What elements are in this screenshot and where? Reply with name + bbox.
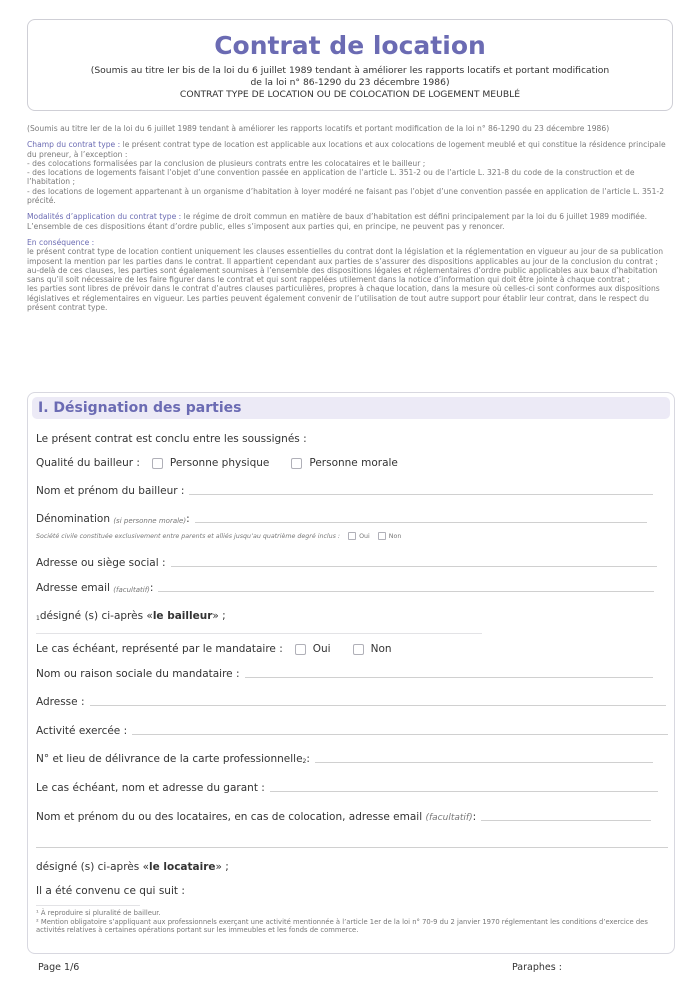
footnote-1: ¹ À reproduire si pluralité de bailleur. xyxy=(36,909,161,917)
footnote-separator xyxy=(36,905,140,906)
adresse-mandataire-row: Adresse : xyxy=(36,696,666,708)
document-subtitle: (Soumis au titre Ier bis de la loi du 6 juillet 1989 tendant à améliorer les rapports locatifs et portant modification de la loi n° 86-1290 du 23 décembre 1986) xyxy=(90,65,610,88)
sci-oui-checkbox[interactable] xyxy=(348,532,356,540)
activite-field[interactable] xyxy=(132,733,668,735)
adresse-email-field[interactable] xyxy=(158,590,654,592)
carte-pro-field[interactable] xyxy=(315,761,653,763)
denomination-row: Dénomination (si personne morale) : xyxy=(36,513,647,525)
nom-bailleur-row: Nom et prénom du bailleur : xyxy=(36,485,653,497)
locataires-field-line2[interactable] xyxy=(36,847,668,848)
mandataire-non-checkbox[interactable] xyxy=(353,644,364,655)
adresse-email-row: Adresse email (facultatif) : xyxy=(36,582,654,594)
mandataire-oui-checkbox[interactable] xyxy=(295,644,306,655)
parties-section xyxy=(27,392,675,954)
designe-bailleur-row: 1 désigné (s) ci-après « le bailleur » ; xyxy=(36,610,226,622)
document-title: Contrat de location xyxy=(214,31,486,60)
page-number: Page 1/6 xyxy=(38,962,80,973)
personne-physique-checkbox[interactable] xyxy=(152,458,163,469)
separator-line xyxy=(36,633,482,634)
section-header xyxy=(32,397,670,419)
section-title: I. Désignation des parties xyxy=(38,400,242,416)
intro-legal-reference: (Soumis au titre Ier de la loi du 6 juillet 1989 tendant à améliorer les rapports locatifs et portant modification de la loi n° 86-1290 du 23 décembre 1986) xyxy=(27,124,610,133)
footnotes xyxy=(36,909,664,935)
nom-mandataire-row: Nom ou raison sociale du mandataire : xyxy=(36,668,653,680)
designe-locataire-row: désigné (s) ci-après « le locataire » ; xyxy=(36,861,229,873)
locataires-row: Nom et prénom du ou des locataires, en cas de colocation, adresse email (facultatif) : xyxy=(36,811,651,823)
mandataire-row: Le cas échéant, représenté par le mandataire : Oui Non xyxy=(36,643,392,655)
adresse-mandataire-field[interactable] xyxy=(90,704,666,706)
nom-bailleur-field[interactable] xyxy=(189,493,653,495)
carte-pro-row: N° et lieu de délivrance de la carte professionnelle $_2$ : xyxy=(36,753,653,765)
garant-row: Le cas échéant, nom et adresse du garant : xyxy=(36,782,658,794)
sci-non-checkbox[interactable] xyxy=(378,532,386,540)
header-box xyxy=(27,19,673,111)
paraphes-label: Paraphes : xyxy=(512,962,562,973)
personne-morale-checkbox[interactable] xyxy=(291,458,302,469)
locataires-field[interactable] xyxy=(481,819,651,821)
intro-text xyxy=(27,124,673,319)
nom-mandataire-field[interactable] xyxy=(245,676,653,678)
footnote-2: ² Mention obligatoire s’appliquant aux professionnels exerçant une activité mentionnée à l’article 1er de la loi n° 70-9 du 2 janvier 1970 réglementant les conditions d’exercice des activités relatives à certaines opérations portant sur les immeubles et les fonds de commerce. xyxy=(36,917,648,934)
sci-row: Société civile constituée exclusivement entre parents et alliés jusqu’au quatrième degré inclus : Oui Non xyxy=(36,532,402,540)
qualite-bailleur-row: Qualité du bailleur : Personne physique Personne morale xyxy=(36,457,398,469)
activite-row: Activité exercée : xyxy=(36,725,668,737)
adresse-siege-row: Adresse ou siège social : xyxy=(36,557,657,569)
intro-consequence: En conséquence : le présent contrat type de location contient uniquement les clauses essentielles du contrat dont la législation et la réglementation en vigueur au jour de sa publication imposent la mention par les parties dans le contrat. Il appartient cependant aux parties de s’assurer des dispositions applicables au jour de la conclusion du contrat ; au-delà de ces clauses, les parties sont également soumises à l’ensemble des dispositions légales et réglementaires d’ordre public applicables aux baux d’habitation sans qu’il soit nécessaire de les faire figurer dans le contrat et qui sont rappelées utilement dans la notice d’information qui doit être jointe à chaque contrat ; les parties sont libres de prévoir dans le contrat d’autres clauses particulières, propres à chaque location, dans la mesure où celles-ci sont conformes aux dispositions législatives et réglementaires en vigueur. Les parties peuvent également convenir de l’utilisation de tout autre support pour établir leur contrat, dans le respect du présent contrat type. xyxy=(27,237,664,313)
contract-type-heading: CONTRAT TYPE DE LOCATION OU DE COLOCATION DE LOGEMENT MEUBLÉ xyxy=(179,89,521,100)
convenu-row: Il a été convenu ce qui suit : xyxy=(36,885,185,897)
garant-field[interactable] xyxy=(270,790,658,792)
contract-intro-row: Le présent contrat est conclu entre les soussignés : xyxy=(36,433,307,445)
intro-modalites: Modalités d’application du contrat type : le régime de droit commun en matière de baux d’habitation est défini principalement par la loi du 6 juillet 1989 modifiée. L’ensemble de ces dispositions étant d’ordre public, elles s’imposent aux parties qui, en principe, ne peuvent pas y renoncer. xyxy=(27,212,648,231)
denomination-field[interactable] xyxy=(195,521,647,523)
intro-champ: Champ du contrat type : le présent contrat type de location est applicable aux locations et aux colocations de logement meublé et qui constitue la résidence principale du preneur, à l’exception : - des colocations formalisées par la conclusion de plusieurs contrats entre les colocataires et le bailleur ; - des locations de logements faisant l’objet d’une convention passée en application de l’article L. 351-2 ou de l’article L. 321-8 du code de la construction et de l’habitation ; - des locations de logement appartenant à un organisme d’habitation à loyer modéré ne faisant pas l’objet d’une convention passée en application de l’article L. 351-2 précité. xyxy=(27,140,666,206)
adresse-siege-field[interactable] xyxy=(171,565,657,567)
